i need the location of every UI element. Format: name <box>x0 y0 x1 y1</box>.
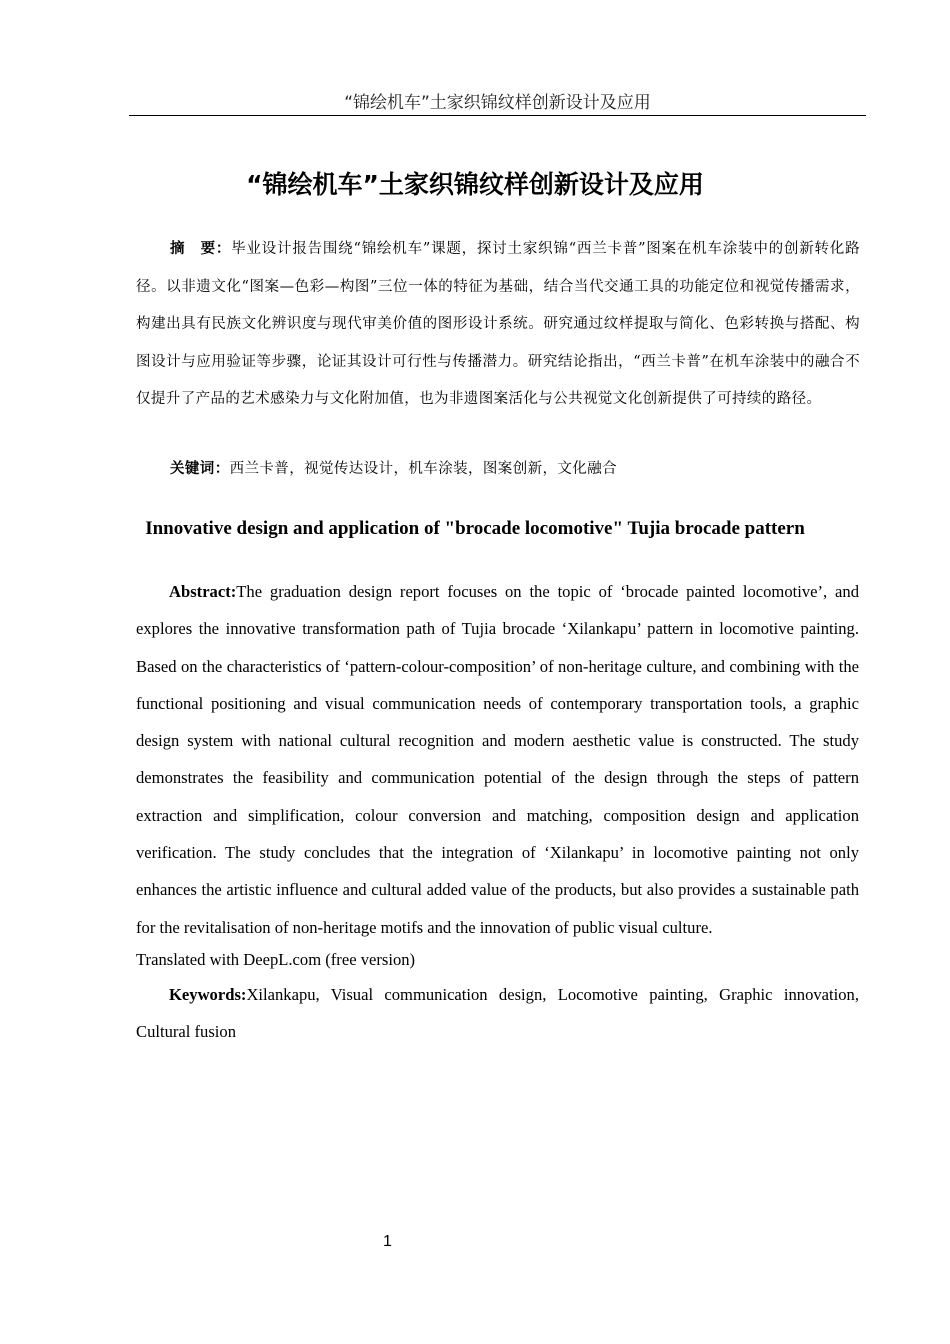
chinese-keywords-label: 关键词： <box>170 461 230 477</box>
header-rule <box>129 115 866 116</box>
english-title: Innovative design and application of "brocade locomotive" Tujia brocade pattern <box>145 518 805 539</box>
english-abstract-label: Abstract: <box>169 582 237 601</box>
translation-note: Translated with DeepL.com (free version) <box>136 950 416 969</box>
chinese-abstract-label: 摘 要： <box>170 241 232 257</box>
chinese-abstract <box>136 231 860 419</box>
english-keywords-text: Xilankapu, Visual communication design, Locomotive painting, Graphic innovation, Cultural fusion <box>136 985 859 1042</box>
chinese-abstract-text: 毕业设计报告围绕“锦绘机车”课题，探讨土家织锦“西兰卡普”图案在机车涂装中的创新转化路径。以非遗文化“图案—色彩—构图”三位一体的特征为基础，结合当代交通工具的功能定位和视觉传播需求，构建出具有民族文化辨识度与现代审美价值的图形设计系统。研究通过纹样提取与简化、色彩转换与搭配、构图设计与应用验证等步骤，论证其设计可行性与传播潜力。研究结论指出，“西兰卡普”在机车涂装中的融合不仅提升了产品的艺术感染力与文化附加值，也为非遗图案活化与公共视觉文化创新提供了可持续的路径。 <box>136 241 860 407</box>
chinese-title: “锦绘机车”土家织锦纹样创新设计及应用 <box>246 170 704 199</box>
chinese-keywords-text: 西兰卡普，视觉传达设计，机车涂装，图案创新，文化融合 <box>229 461 618 477</box>
english-keywords-label: Keywords: <box>169 985 247 1004</box>
chinese-keywords <box>136 454 860 484</box>
english-abstract-text: The graduation design report focuses on the topic of ‘brocade painted locomotive’, and explores the innovative transformation path of Tujia brocade ‘Xilankapu’ pattern in locomotive painting. Based on the characteristics of ‘pattern-colour-composition’ of non-heritage culture, and combining with the functional positioning and visual communication needs of contemporary transportation tools, a graphic design system with national cultural recognition and modern aesthetic value is constructed. The study demonstrates the feasibility and communication potential of the design through the steps of pattern extraction and simplification, colour conversion and matching, composition design and application verification. The study concludes that the integration of ‘Xilankapu’ in locomotive painting not only enhances the artistic influence and cultural added value of the products, but also provides a sustainable path for the revitalisation of non-heritage motifs and the innovation of public visual culture. <box>136 582 859 937</box>
running-header: “锦绘机车”土家织锦纹样创新设计及应用 <box>344 93 651 113</box>
english-keywords <box>136 976 859 1051</box>
page-number: 1 <box>383 1233 392 1250</box>
english-abstract <box>136 573 859 946</box>
